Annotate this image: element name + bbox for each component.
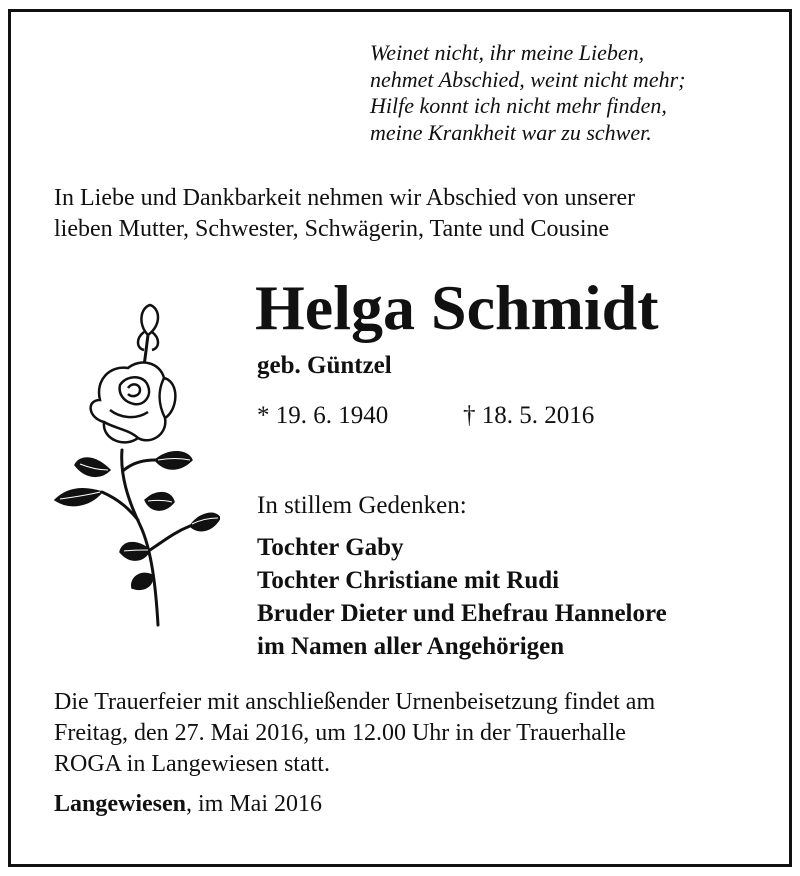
- mourner: Tochter Gaby: [257, 534, 404, 561]
- intro-text: [54, 183, 635, 245]
- place-name: Langewiesen: [54, 791, 186, 817]
- funeral-line: Freitag, den 27. Mai 2016, um 12.00 Uhr in der Trauerhalle: [54, 720, 626, 746]
- poem: [370, 40, 685, 146]
- death-date: † 18. 5. 2016: [463, 402, 595, 429]
- intro-line: In Liebe und Dankbarkeit nehmen wir Abschied von unserer: [54, 185, 636, 211]
- funeral-notice: [54, 687, 746, 780]
- birth-date: * 19. 6. 1940: [257, 402, 389, 429]
- poem-line: Weinet nicht, ihr meine Lieben,: [370, 40, 645, 65]
- place-and-date: [54, 791, 322, 818]
- deceased-name: Helga Schmidt: [255, 272, 659, 343]
- birth-name: geb. Güntzel: [257, 352, 392, 379]
- mourners-list: [257, 531, 667, 663]
- poem-line: Hilfe konnt ich nicht mehr finden,: [370, 93, 667, 118]
- mourner: im Namen aller Angehörigen: [257, 633, 565, 660]
- poem-line: nehmet Abschied, weint nicht mehr;: [370, 66, 686, 92]
- funeral-line: ROGA in Langewiesen statt.: [54, 751, 330, 777]
- closing-date: , im Mai 2016: [186, 791, 322, 817]
- intro-line: lieben Mutter, Schwester, Schwägerin, Tante und Cousine: [54, 216, 610, 242]
- memorial-heading: In stillem Gedenken:: [257, 492, 467, 519]
- mourner: Bruder Dieter und Ehefrau Hannelore: [257, 600, 667, 627]
- poem-line: meine Krankheit war zu schwer.: [370, 119, 652, 145]
- rose-icon: [40, 300, 220, 635]
- funeral-line: Die Trauerfeier mit anschließender Urnenbeisetzung findet am: [54, 689, 656, 715]
- mourner: Tochter Christiane mit Rudi: [257, 567, 560, 594]
